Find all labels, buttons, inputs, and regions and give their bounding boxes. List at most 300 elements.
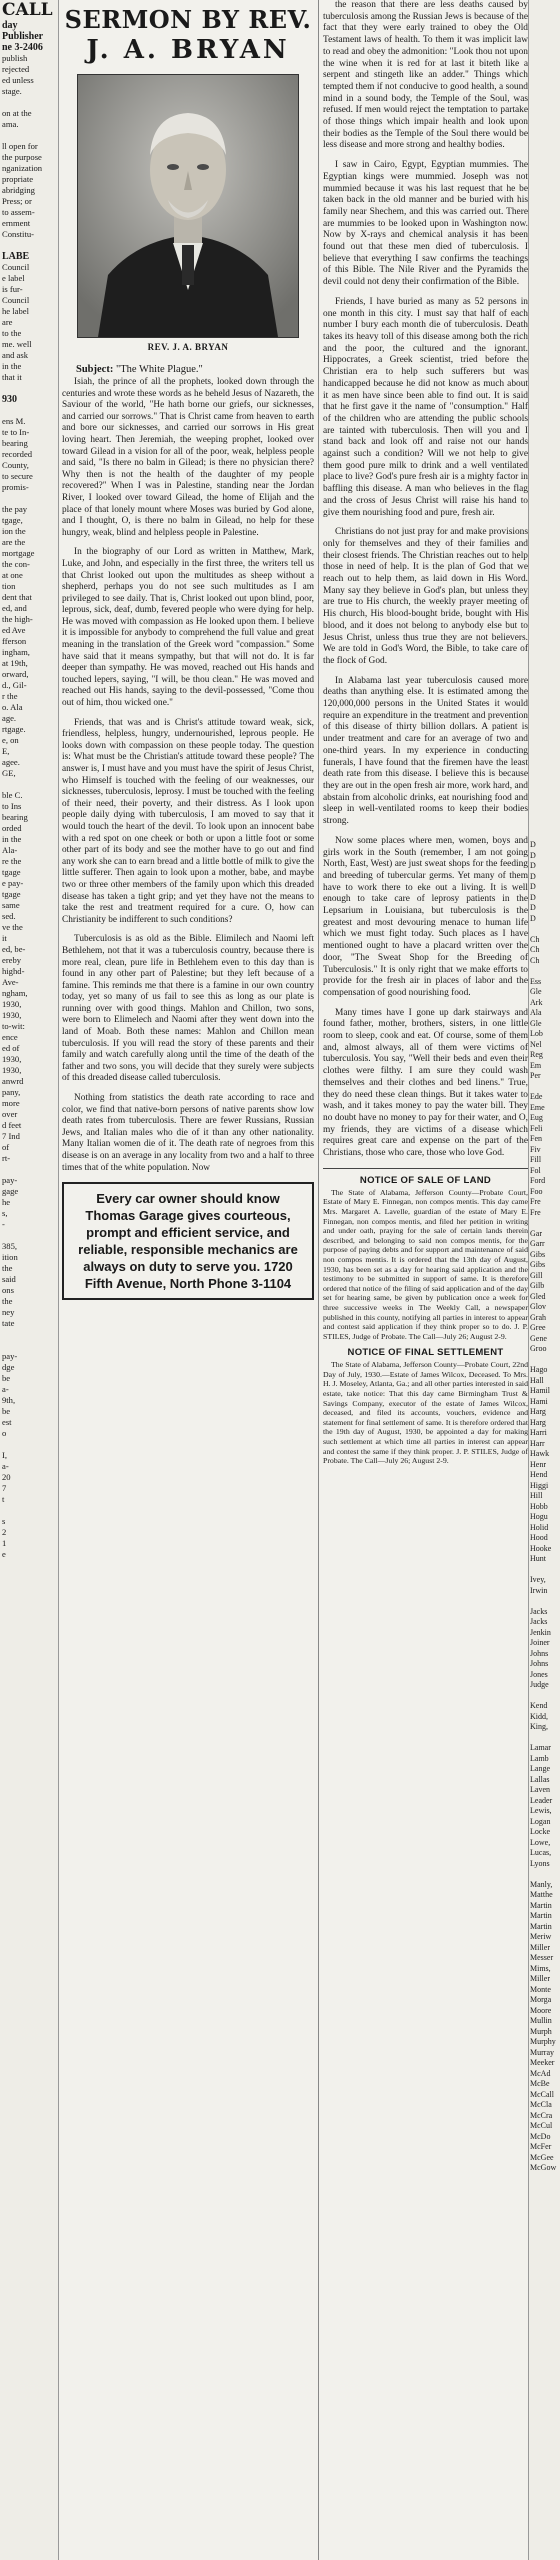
text-fragment	[529, 662, 560, 673]
text-fragment: Fre	[530, 1207, 541, 1217]
text-fragment: to-wit:	[2, 1021, 25, 1031]
text-fragment: Feli	[530, 1123, 543, 1133]
text-fragment	[529, 105, 560, 116]
text-fragment	[529, 1596, 560, 1607]
text-fragment	[0, 779, 58, 790]
text-fragment: I,	[2, 1450, 8, 1460]
portrait-illustration	[78, 75, 298, 337]
text-fragment: bearing	[2, 812, 28, 822]
text-fragment: s,	[2, 1208, 8, 1218]
text-fragment	[529, 1691, 560, 1702]
text-fragment: Constitu-	[2, 229, 34, 239]
text-fragment: Glov	[530, 1302, 546, 1311]
text-fragment	[529, 147, 560, 158]
text-fragment	[0, 383, 58, 394]
text-fragment: ereby	[2, 955, 22, 965]
text-fragment: tgage	[2, 889, 21, 899]
article-paragraph: Friends, I have buried as many as 52 persons in one month in this city. I must say that half of each number I bury each month die of tuberculosis. Death takes its heavy toll of this disease among both the rich and the poor, the cultured and the ignorant. Hippocrates, a Greek scientist, tried before the Christian era to help such sufferers but was handicapped because he did not know as much about it as men have since been able to find out. It is said that he first gave it the name of "consumption." Half of the children who are attending the public schools are tainted with tuberculosis. Then will you and I stand back and look off and raise not our hands against such a condition? Will we not help to give them good pure milk to drink and a well ventilated place to live? God's pure fresh air is a mighty factor in baffling this disease. A man who believes in the flag and the cross of Jesus Christ will raise his hand to give them nourishing food and pure, fresh air.	[323, 296, 528, 518]
text-fragment: e	[2, 1549, 6, 1559]
article-paragraph: I saw in Cairo, Egypt, Egyptian mummies. The Egyptian kings were mummied. Joseph was not mummied because it was his last request that he be taken back in the old manner and be buried with his family near Shechem, and this was carried out. There are mummies to be looked upon in Washington now. Now by X-rays and chemical analysis it has been found out that these men died of tuberculosis. I believe that everything I saw confirms the teachings of this Bible. The Nile River and the Pyramids the devil could not deny their confirmation of the Bible.	[323, 160, 528, 288]
text-fragment: ve the	[2, 922, 23, 932]
text-fragment	[529, 746, 560, 757]
text-fragment: re the	[2, 856, 22, 866]
text-fragment: in the	[2, 361, 22, 371]
far-right-column-fragments	[528, 0, 560, 2560]
text-fragment: ed, and	[2, 603, 27, 613]
text-fragment	[529, 483, 560, 494]
text-fragment: Morga	[530, 1995, 552, 2004]
text-fragment	[529, 473, 560, 484]
text-fragment: that it	[2, 372, 22, 382]
text-fragment: Jacks	[530, 1617, 548, 1626]
text-fragment: Hogu	[530, 1512, 548, 1521]
text-fragment: pany,	[2, 1087, 21, 1097]
text-fragment: Groo	[530, 1344, 547, 1353]
text-fragment: e label	[2, 273, 25, 283]
text-fragment: Martin	[530, 1921, 552, 1931]
text-fragment: ney	[2, 1307, 15, 1317]
text-fragment	[529, 630, 560, 641]
text-fragment: D	[530, 850, 536, 860]
text-fragment: Ess	[530, 976, 542, 986]
text-fragment	[529, 378, 560, 389]
text-fragment: Harri	[530, 1428, 547, 1437]
text-fragment: McCul	[530, 2121, 553, 2130]
text-fragment: Kend	[530, 1701, 548, 1710]
text-fragment: highd-	[2, 966, 25, 976]
text-fragment	[529, 756, 560, 767]
notice-title: NOTICE OF SALE OF LAND	[359, 1174, 492, 1186]
text-fragment: me. well	[2, 339, 32, 349]
text-fragment: Mims,	[530, 1963, 551, 1973]
text-fragment: Council	[2, 262, 30, 272]
text-fragment: abridging	[2, 185, 35, 195]
text-fragment: Judge	[530, 1680, 549, 1689]
text-fragment: mortgage	[2, 548, 35, 558]
text-fragment: o	[2, 1428, 7, 1438]
text-fragment	[529, 305, 560, 316]
text-fragment	[529, 1218, 560, 1229]
text-fragment: Hobb	[530, 1501, 548, 1511]
article-paragraph: Christians do not just pray for and make provisions only for themselves and they of their families and their closest friends. The Christian reaches out to help those in need of help. It is the plan of God that we reach out to help them, as laid down in His Word. Many say they believe in God's plan, but unless they are true to His church, the weekly prayer meeting of His church, His blood-bought bride, bought with His blood, and it does not belong to anybody else but to Jesus Christ, unless thus true they are not believers. We are told in God's Word, the Bible, to take care of the flock of God.	[323, 527, 528, 666]
article-paragraph: Friends, that was and is Christ's attitude toward weak, sick, friendless, helpless, hungry, undernourished, leprous people. He looks down with compassion on these people today. The question is: What must be the Christian's attitude toward these people? The answer is, I must have and you must have the spirit of Jesus Christ, who Himself is touched with the feeling of our weaknesses, our sicknesses, tuberculosis, leprosy. I must be touched with the feeling of their need, their poverty, and their distress. As I look upon people daily dying with tuberculosis, I am moved to say that it would touch the heart of the devil. To look upon an innocent babe with a red spot on one cheek or both or upon a little foot or some other part of its body and see the mother have to go out and find any work she can to earn bread and a little bottle of milk to give the little sufferer. Then again to look upon a mother, babe, and maybe two or three other members of the family upon which this dreaded disease has taken a tight grip; and yet they have not the means to take the rest and treatment required for a cure. O, how can Christianity be indifferent to such conditions?	[62, 717, 314, 925]
text-fragment: Press; or	[2, 196, 32, 206]
text-fragment	[529, 809, 560, 820]
text-fragment	[529, 725, 560, 736]
text-fragment: more	[2, 1098, 20, 1108]
text-fragment: McAd	[530, 2068, 551, 2078]
text-fragment: is fur-	[2, 284, 23, 294]
text-fragment	[529, 11, 560, 22]
text-fragment: rejected	[2, 64, 30, 74]
text-fragment	[529, 830, 560, 841]
text-fragment: Miller	[530, 1942, 550, 1952]
text-fragment: Irwin	[530, 1585, 548, 1595]
text-fragment: McCla	[530, 2100, 552, 2109]
text-fragment: 20	[2, 1472, 11, 1482]
text-fragment: ion the	[2, 526, 26, 536]
text-fragment: orded	[2, 823, 22, 833]
text-fragment: stage.	[2, 86, 22, 96]
text-fragment	[529, 693, 560, 704]
text-fragment: Gene	[530, 1333, 547, 1343]
text-fragment: Garr	[530, 1239, 545, 1248]
text-fragment	[0, 1560, 58, 1571]
text-fragment: Meeker	[530, 2058, 555, 2067]
text-fragment	[529, 95, 560, 106]
text-fragment	[0, 240, 58, 251]
text-fragment: e pay-	[2, 878, 24, 888]
text-fragment	[529, 32, 560, 43]
text-fragment	[529, 452, 560, 463]
text-fragment: Ede	[530, 1092, 543, 1101]
text-fragment: 2	[2, 1527, 7, 1537]
text-fragment: 930	[2, 394, 17, 405]
text-fragment: s	[2, 1516, 6, 1526]
text-fragment: agee.	[2, 757, 20, 767]
text-fragment: at one	[2, 570, 23, 580]
text-fragment: anwrd	[2, 1076, 24, 1086]
text-fragment	[0, 1230, 58, 1241]
text-fragment: Per	[530, 1071, 541, 1080]
text-fragment	[529, 714, 560, 725]
text-fragment: Murph	[530, 2026, 552, 2036]
text-fragment	[529, 819, 560, 830]
text-fragment: Johns	[530, 1648, 549, 1658]
text-fragment: Lucas,	[530, 1848, 552, 1857]
text-fragment: pay-	[2, 1351, 18, 1361]
text-fragment	[0, 405, 58, 416]
divider	[323, 1168, 528, 1169]
text-fragment	[529, 210, 560, 221]
text-fragment	[0, 493, 58, 504]
text-fragment: 1930,	[2, 1065, 22, 1075]
text-fragment: McBe	[530, 2079, 550, 2088]
text-fragment	[529, 252, 560, 263]
text-fragment: ingham,	[2, 647, 30, 657]
text-fragment: ons	[2, 1285, 14, 1295]
text-fragment: Em	[530, 1060, 542, 1070]
text-fragment: be	[2, 1373, 11, 1383]
text-fragment: tion	[2, 581, 16, 591]
text-fragment: Lamar	[530, 1743, 551, 1752]
text-fragment: Messer	[530, 1953, 554, 1962]
text-fragment: Reg	[530, 1050, 543, 1059]
text-fragment	[529, 347, 560, 358]
text-fragment	[529, 683, 560, 694]
text-fragment: Gibs	[530, 1249, 546, 1259]
article-paragraph: In Alabama last year tuberculosis caused more deaths than anything else. It is estimated among the 120,000,000 persons in the United States it would require an expenditure in the treatment and prevention of this disease of thirty billion dollars. A patient is under treatment and care for an average of two and one-third years. In my experience in conducting funerals, I have found that the firemen have the least death rate from this disease. I believe this is because they are out in the open fresh air more, work hard, and abstain from alcoholic drinks, eat nourishing food and sleep in well-ventilated rooms to keep their bodies strong.	[323, 675, 528, 827]
text-fragment: McCra	[530, 2110, 553, 2120]
text-fragment: LABE	[2, 251, 30, 262]
article-paragraph: the reason that there are less deaths caused by tuberculosis among the Russian Jews is because of the fact that they were early trained to obey the Old Testament laws of health. To them it was implicit law to read and obey the admonition: "Look thou not upon the wine when it is red for at last it biteth like a serpent and stingeth like an adder." Things which tempted them if not conducive to good health, a sound mind in a sound body, the Temple of the Soul, was refused. If men would reject the temptation to partake of those things which impair health and look upon their bodies as the Temple of the Soul there would be less disease and more strong and healthy bodies.	[323, 0, 528, 151]
legal-notice: The State of Alabama, Jefferson County—Probate Court, 22nd Day of July, 1930.—Estate of James Wilcox, Deceased. To Mrs. H. J. Moseley, Atlanta, Ga.; and all other parties interested in said estate, take notice: That this day came Birmingham Trust & Savings Company, executor of the estate of James Wilcox, deceased, and filed its accounts, vouchers, evidence and statement for final settlement of same. It is therefore ordered that the 19th day of August, 1930, be appointed a day for making such settlement at which time all parties in interest can appear and contest the same if they think proper. J. P. STILES, Judge of Probate. The Call—July 26; August 2-9.	[323, 1360, 528, 1466]
text-fragment	[529, 242, 560, 253]
text-fragment: Ala-	[2, 845, 18, 855]
text-fragment: Gled	[530, 1291, 546, 1301]
article-paragraph: Many times have I gone up dark stairways and found father, mother, brothers, sisters, in one little room to sleep, cook and eat. Of course, some of them and, almost always, all of them were victims of tuberculosis. You say, "Well their beds and even their clothes were filthy. I am sure they could wash themselves and their clothes and bed linens." True, they do need these clean things. But it takes water to wash, and it takes money to pay the water bill. They no doubt have no money to pay for their water, and O, my friends, they are victims of a disease which requires great care and expense on the part of the Christians, those who care, those who love God.	[323, 1007, 528, 1159]
text-fragment	[529, 609, 560, 620]
text-fragment	[0, 1329, 58, 1340]
text-fragment	[529, 357, 560, 368]
text-fragment: promis-	[2, 482, 29, 492]
text-fragment: gage	[2, 1186, 19, 1196]
text-fragment: Holid	[530, 1522, 549, 1532]
text-fragment: D	[530, 871, 536, 881]
text-fragment: ll open for	[2, 141, 38, 151]
text-fragment: ition	[2, 1252, 18, 1262]
text-fragment	[529, 263, 560, 274]
text-fragment	[529, 651, 560, 662]
text-fragment	[529, 504, 560, 515]
left-column-fragments	[0, 0, 59, 2560]
text-fragment: Hend	[530, 1470, 548, 1479]
text-fragment: Lyons	[530, 1858, 550, 1868]
text-fragment: D	[530, 861, 536, 870]
text-fragment: e, on	[2, 735, 19, 745]
text-fragment: a-	[2, 1461, 9, 1471]
text-fragment: Fre	[530, 1197, 541, 1206]
text-fragment: King,	[530, 1722, 548, 1731]
text-fragment	[529, 546, 560, 557]
text-fragment: CALL	[2, 0, 53, 20]
text-fragment: GE,	[2, 768, 16, 778]
text-fragment: sed.	[2, 911, 16, 921]
text-fragment: to secure	[2, 471, 33, 481]
text-fragment: r the	[2, 691, 18, 701]
text-fragment: it	[2, 933, 7, 943]
headline-line-2: J. A. BRYAN	[86, 35, 290, 65]
text-fragment	[529, 326, 560, 337]
text-fragment: Ch	[530, 934, 540, 944]
text-fragment: Eug	[530, 1113, 543, 1122]
text-fragment: t	[2, 1494, 5, 1504]
text-fragment: d., Gil-	[2, 680, 27, 690]
text-fragment: pay-	[2, 1175, 18, 1185]
text-fragment	[529, 273, 560, 284]
text-fragment	[529, 168, 560, 179]
text-fragment: same	[2, 900, 20, 910]
text-fragment	[529, 53, 560, 64]
text-fragment: Leader	[530, 1795, 553, 1805]
text-fragment: Jacks	[530, 1606, 548, 1616]
text-fragment: Lallas	[530, 1774, 550, 1784]
text-fragment: the pay	[2, 504, 28, 514]
text-fragment: Hami	[530, 1396, 548, 1406]
text-fragment: are	[2, 317, 13, 327]
text-fragment: Meriw	[530, 1932, 552, 1941]
text-fragment	[529, 116, 560, 127]
text-fragment: Henr	[530, 1459, 546, 1469]
text-fragment	[529, 1355, 560, 1366]
text-fragment	[529, 578, 560, 589]
article-paragraph: Isiah, the prince of all the prophets, looked down through the centuries and wrote these words as he beheld Jesus of Nazareth, the Saviour of the world, "He hath borne our griefs, our sicknesses, and carried our sorrows." That is Christ came from heaven to earth and bore our sicknesses, and carried our sorrows in His great loving heart. Then Jeremiah, the weeping prophet, looked over toward Gilead in a vision for all of the poor, weak, helpless people and said, "Is there no balm in Gilead; is there no physician there? Why then is not the health of the daughter of my people recovered?" When I was in Palestine, standing near the Jordan River, I looked over toward Gilead, the home of Elijah and the place of that lonely mount where Moses was buried by God alone, and I thought, O, is there no balm in Gilead, no help for these hungry, weak, blind and helpless people in Palestine.	[62, 377, 314, 538]
text-fragment: Hall	[530, 1375, 544, 1385]
notice-title: NOTICE OF FINAL SETTLEMENT	[347, 1347, 504, 1359]
text-fragment	[529, 294, 560, 305]
text-fragment	[0, 1340, 58, 1351]
text-fragment: rtgage.	[2, 724, 26, 734]
text-fragment	[529, 767, 560, 778]
text-fragment: Hunt	[530, 1554, 546, 1563]
text-fragment	[529, 137, 560, 148]
text-fragment: tgage,	[2, 515, 23, 525]
text-fragment: Eme	[530, 1102, 545, 1112]
text-fragment	[529, 336, 560, 347]
text-fragment	[529, 441, 560, 452]
article-continuation-column	[318, 0, 528, 2560]
subject-label: Subject:	[76, 364, 114, 375]
text-fragment: 1	[2, 1538, 7, 1548]
text-fragment: Gle	[530, 987, 542, 996]
text-fragment: County,	[2, 460, 29, 470]
text-fragment	[529, 21, 560, 32]
text-fragment: Gibs	[530, 1260, 546, 1269]
text-fragment	[529, 420, 560, 431]
text-fragment: fferson	[2, 636, 27, 646]
text-fragment: Jenkin	[530, 1627, 551, 1637]
text-fragment: day	[2, 20, 18, 31]
text-fragment	[0, 130, 58, 141]
text-fragment: tgage	[2, 867, 21, 877]
text-fragment	[0, 1439, 58, 1450]
text-fragment: dent that	[2, 592, 32, 602]
text-fragment: ngham,	[2, 988, 28, 998]
text-fragment: bearing	[2, 438, 28, 448]
portrait-photo	[77, 74, 299, 338]
text-fragment: Gle	[530, 1018, 542, 1028]
text-fragment	[529, 536, 560, 547]
text-fragment	[0, 97, 58, 108]
text-fragment	[529, 231, 560, 242]
text-fragment: Ave-	[2, 977, 19, 987]
text-fragment	[529, 315, 560, 326]
text-fragment: to assem-	[2, 207, 35, 217]
text-fragment: Lamb	[530, 1753, 549, 1763]
text-fragment: over	[2, 1109, 18, 1119]
text-fragment: dge	[2, 1362, 15, 1372]
text-fragment	[529, 1869, 560, 1880]
text-fragment: McDo	[530, 2131, 551, 2141]
text-fragment: est	[2, 1417, 12, 1427]
text-fragment	[529, 410, 560, 421]
text-fragment: 1930,	[2, 1010, 22, 1020]
text-fragment: Hill	[530, 1491, 543, 1500]
text-fragment: Lowe,	[530, 1837, 551, 1847]
text-fragment: Higgi	[530, 1480, 549, 1490]
text-fragment: a-	[2, 1384, 9, 1394]
text-fragment: he label	[2, 306, 29, 316]
text-fragment	[529, 1082, 560, 1093]
text-fragment: Manly,	[530, 1879, 553, 1889]
text-fragment: Ala	[530, 1008, 542, 1017]
text-fragment: Fol	[530, 1165, 541, 1175]
text-fragment: nganization	[2, 163, 43, 173]
text-fragment	[529, 620, 560, 631]
text-fragment	[529, 389, 560, 400]
text-fragment: Ark	[530, 997, 543, 1007]
article-paragraph: Tuberculosis is as old as the Bible. Elimilech and Naomi left Bethlehem, not that it was a tuberculosis country, because there is more real, clean, pure life in Bethlehem even to this day than is found in any other part of Palestine; but they left because of a famine. This reminds me that there is a famine in our own country today, yet so many of us fail to see this as long as our plate is running over with good things. Mahlon and Chillon, two sons, were born to Elimelech and Naomi after they went down into the land of Moab. Both these names: Mahlon and Chillon mean tuberculosis. If you will read the story of these parents and their family and watch carefully along until the time of the death of the father and two sons, you will decide that they surely were subjects of this dreaded disease called tuberculosis.	[62, 934, 314, 1084]
text-fragment: Grah	[530, 1312, 546, 1322]
text-fragment: Gilb	[530, 1281, 545, 1290]
text-fragment: Council	[2, 295, 30, 305]
text-fragment	[529, 462, 560, 473]
text-fragment: Jones	[530, 1669, 548, 1679]
text-fragment	[529, 924, 560, 935]
text-fragment: to Ins	[2, 801, 22, 811]
text-fragment	[0, 1505, 58, 1516]
text-fragment: -	[2, 1219, 5, 1229]
text-fragment: Hawk	[530, 1449, 550, 1458]
text-fragment	[529, 567, 560, 578]
text-fragment: Miller	[530, 1974, 550, 1983]
text-fragment	[529, 735, 560, 746]
text-fragment: 1930,	[2, 999, 22, 1009]
text-fragment	[529, 525, 560, 536]
text-fragment: Hago	[530, 1365, 548, 1374]
text-fragment: Johns	[530, 1659, 549, 1668]
text-fragment: Logan	[530, 1816, 551, 1826]
legal-notice: The State of Alabama, Jefferson County—Probate Court, Estate of Mary E. Finnegan, non compos mentis. This day came Mrs. Margaret A. Lavelle, guardian of the estate of Mary E. Finnegan, non compos mentis, and filed her petition in writing and under oath, praying for the sale of certain lands therein described, and belonging to said non compos mentis, for the purpose of paying debts and for support and maintenance of said non compos mentis. It is ordered that the 13th day of August, 1930, has been set as a day for hearing said application and the testimony to be submitted in support of same. It is therefore ordered that notice of the filing of said application and of the day set for hearing same, be given by publication once a week for three successive weeks in The Weekly Call, a newspaper published in this county, notifying all parties in interest to appear and contest said application if they think proper so to do. J. P. STILES, Judge of Probate. The Call—July 26; August 2-9.	[323, 1187, 528, 1341]
text-fragment	[529, 641, 560, 652]
text-fragment: Monte	[530, 1984, 551, 1994]
text-fragment: Harg	[530, 1407, 546, 1416]
text-fragment: 9th,	[2, 1395, 16, 1405]
article-paragraph: Nothing from statistics the death rate according to race and color, we find that native-born persons of native parents show low death rates from tuberculosis. There are fewer Russians, Russian Jews, and Italian males who die of it than any other nationality. Many Italian women die of it. The death rate of negroes from this disease is on an average in any locality from two and a half to three times that of the white population. Now	[62, 1093, 314, 1173]
text-fragment	[529, 368, 560, 379]
text-fragment: be	[2, 1406, 11, 1416]
text-fragment	[529, 399, 560, 410]
text-fragment: age.	[2, 713, 17, 723]
text-fragment: Lob	[530, 1029, 543, 1038]
text-fragment	[529, 798, 560, 809]
text-fragment: the con-	[2, 559, 30, 569]
text-fragment	[529, 158, 560, 169]
text-fragment: ed, be-	[2, 944, 26, 954]
text-fragment: Murphy	[530, 2037, 556, 2046]
text-fragment: publish	[2, 53, 28, 63]
text-fragment	[529, 672, 560, 683]
text-fragment: ble C.	[2, 790, 23, 800]
text-fragment: ed Ave	[2, 625, 26, 635]
text-fragment: tate	[2, 1318, 15, 1328]
text-fragment: ne 3-2406	[2, 42, 43, 53]
text-fragment: Mullin	[530, 2016, 552, 2025]
text-fragment: ama.	[2, 119, 19, 129]
text-fragment: in the	[2, 834, 22, 844]
text-fragment: Nel	[530, 1039, 542, 1049]
text-fragment: Gree	[530, 1323, 546, 1332]
text-fragment: Kidd,	[530, 1711, 548, 1721]
text-fragment: at 19th,	[2, 658, 28, 668]
text-fragment	[529, 1565, 560, 1576]
text-fragment	[529, 599, 560, 610]
text-fragment	[529, 557, 560, 568]
text-fragment: Moore	[530, 2005, 552, 2015]
text-fragment	[529, 63, 560, 74]
text-fragment: D	[530, 882, 536, 891]
text-fragment: said	[2, 1274, 16, 1284]
text-fragment: Fill	[530, 1155, 542, 1164]
text-fragment: Matthe	[530, 1890, 553, 1899]
article-main-column	[62, 0, 314, 2560]
text-fragment: 7 Ind	[2, 1131, 20, 1141]
text-fragment: McCall	[530, 2089, 554, 2099]
text-fragment: McGow	[530, 2163, 557, 2172]
text-fragment: and ask	[2, 350, 29, 360]
text-fragment: Foo	[530, 1186, 543, 1196]
text-fragment	[529, 788, 560, 799]
